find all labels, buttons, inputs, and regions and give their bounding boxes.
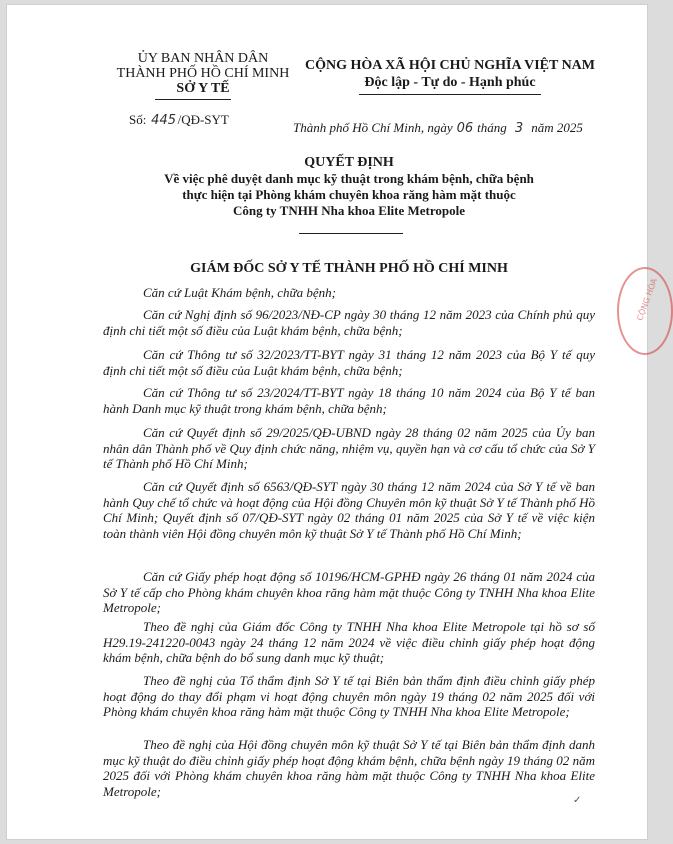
agency-name: SỞ Y TẾ [176, 81, 230, 96]
title-underline [299, 233, 403, 234]
nation-motto: Độc lập - Tự do - Hạnh phúc [364, 75, 536, 90]
document-page [6, 4, 659, 840]
basis-paragraph: Theo đề nghị của Tổ thẩm định Sở Y tế tại Biên bản thẩm định điều chỉnh giấy phép hoạt động do thay đổi phạm vi hoạt động chuyên môn ngày 19 tháng 02 năm 2025 đối với Phòng khám chuyên khoa răng hàm mặt thuộc Công ty TNHH Nha khoa Elite Metropole; [103, 673, 595, 719]
decision-subject-line-3: Công ty TNHH Nha khoa Elite Metropole [232, 203, 466, 218]
basis-paragraph: Căn cứ Nghị định số 96/2023/NĐ-CP ngày 30 tháng 12 năm 2023 của Chính phủ quy định chi tiết một số điều của Luật khám bệnh, chữa bệnh; [103, 307, 595, 338]
agency-city: THÀNH PHỐ HỒ CHÍ MINH [116, 66, 290, 81]
red-seal-stamp: CỘNG HÒA [617, 267, 673, 355]
basis-paragraph: Căn cứ Quyết định số 6563/QĐ-SYT ngày 30 tháng 12 năm 2024 của Sở Y tế về ban hành Quy chế tổ chức và hoạt động của Hội đồng Chuyên môn kỹ thuật Sở Y tế Thành phố Hồ Chí Minh; Quyết định số 07/QĐ-SYT ngày 02 tháng 01 năm 2025 của Sở Y tế về việc kiện toàn thành viên Hội đồng chuyên môn kỹ thuật Sở Y tế Thành phố Hồ Chí Minh; [103, 479, 595, 541]
basis-paragraph: Theo đề nghị của Giám đốc Công ty TNHH Nha khoa Elite Metropole tại hồ sơ số H29.19-241220-0043 ngày 24 tháng 12 năm 2024 về việc điều chỉnh giấy phép hoạt động khám bệnh, chữa bệnh do bổ sung danh mục kỹ thuật; [103, 619, 595, 665]
agency-underline [155, 99, 231, 100]
basis-paragraph: Theo đề nghị của Hội đồng chuyên môn kỹ thuật Sở Y tế tại Biên bản thẩm định danh mục kỹ thuật do điều chỉnh giấy phép hoạt động khám bệnh, chữa bệnh ngày 19 tháng 02 năm 2025 đối với Phòng khám chuyên khoa răng hàm mặt thuộc Công ty TNHH Nha khoa Elite Metropole; [103, 737, 595, 799]
handwritten-initials: ✓ [573, 795, 582, 806]
document-number: Số: 445 /QĐ-SYT [129, 112, 229, 128]
basis-paragraph: Căn cứ Quyết định số 29/2025/QĐ-UBND ngày 28 tháng 02 năm 2025 của Ủy ban nhân dân Thành phố về Quy định chức năng, nhiệm vụ, quyền hạn và cơ cấu tổ chức của Sở Y tế Thành phố Hồ Chí Minh; [103, 425, 595, 471]
motto-underline [359, 94, 541, 95]
basis-paragraph: Căn cứ Giấy phép hoạt động số 10196/HCM-GPHĐ ngày 26 tháng 01 năm 2024 của Sở Y tế cấp cho Phòng khám chuyên khoa răng hàm mặt thuộc Công ty TNHH Nha khoa Elite Metropole; [103, 569, 595, 615]
issuing-authority: GIÁM ĐỐC SỞ Y TẾ THÀNH PHỐ HỒ CHÍ MINH [190, 261, 508, 276]
basis-paragraph: Căn cứ Luật Khám bệnh, chữa bệnh; [143, 285, 336, 300]
nation-title: CỘNG HÒA XÃ HỘI CHỦ NGHĨA VIỆT NAM [304, 58, 595, 73]
agency-parent: ỦY BAN NHÂN DÂN [137, 51, 269, 66]
basis-paragraph: Căn cứ Thông tư số 32/2023/TT-BYT ngày 31 tháng 12 năm 2023 của Bộ Y tế quy định chi tiết một số điều của Luật khám bệnh, chữa bệnh; [103, 347, 595, 378]
decision-subject-line-1: Về việc phê duyệt danh mục kỹ thuật trong khám bệnh, chữa bệnh [164, 171, 534, 186]
decision-subject-line-2: thực hiện tại Phòng khám chuyên khoa răng hàm mặt thuộc [182, 187, 516, 202]
issue-date: Thành phố Hồ Chí Minh, ngày 06 tháng 3 năm 2025 [293, 120, 583, 136]
basis-paragraph: Căn cứ Thông tư số 23/2024/TT-BYT ngày 18 tháng 10 năm 2024 của Bộ Y tế ban hành Danh mục kỹ thuật trong khám bệnh, chữa bệnh; [103, 385, 595, 416]
decision-title: QUYẾT ĐỊNH [304, 155, 394, 170]
